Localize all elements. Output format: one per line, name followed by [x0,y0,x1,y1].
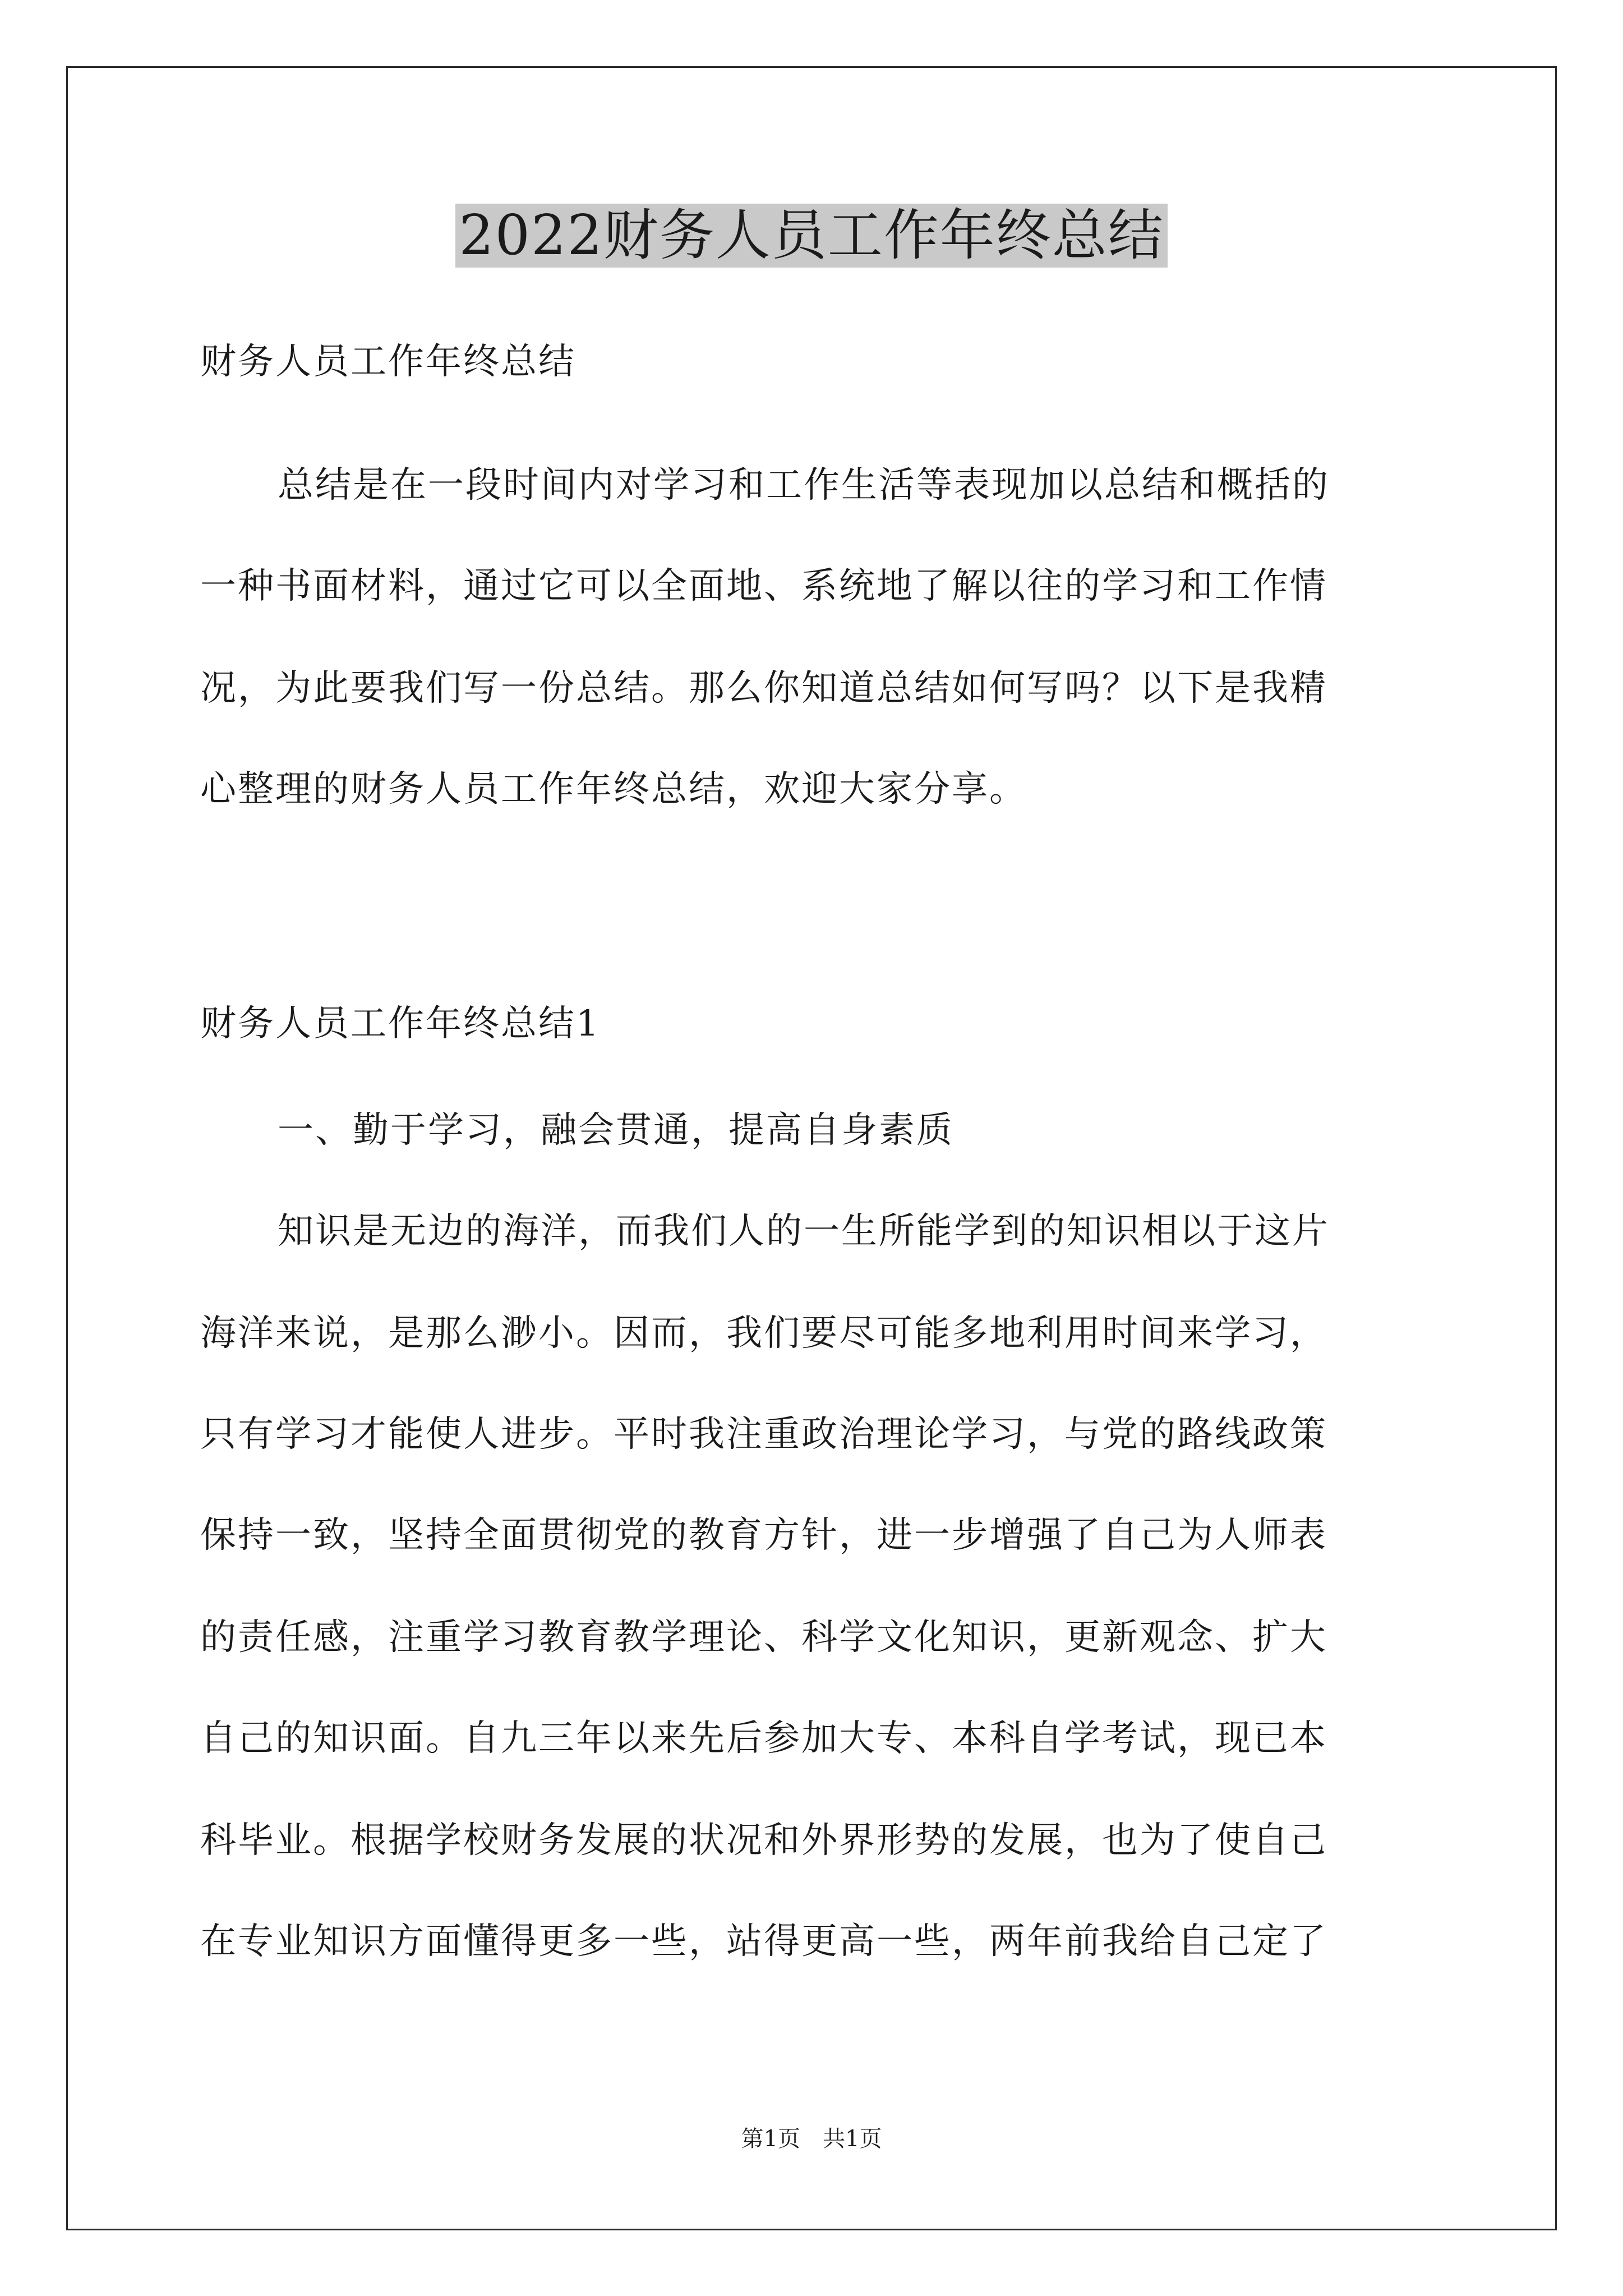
body-line: 知识是无边的海洋，而我们人的一生所能学到的知识相以于这片 [278,1211,1330,1252]
document-title-text: 2022财务人员工作年终总结 [455,204,1167,268]
body-line: 保持一致，坚持全面贯彻党的教育方针，进一步增强了自己为人师表 [200,1515,1327,1556]
body-line: 只有学习才能使人进步。平时我注重政治理论学习，与党的路线政策 [200,1414,1327,1455]
intro-line: 一种书面材料，通过它可以全面地、系统地了解以往的学习和工作情 [200,565,1327,607]
body-line: 自己的知识面。自九三年以来先后参加大专、本科自学考试，现已本 [200,1718,1327,1759]
page-footer [0,2125,1623,2153]
document-subtitle: 财务人员工作年终总结 [200,341,576,383]
intro-line: 总结是在一段时间内对学习和工作生活等表现加以总结和概括的 [278,464,1330,506]
page-number-current: 第1页 [741,2126,800,2152]
intro-line: 况，为此要我们写一份总结。那么你知道总结如何写吗？以下是我精 [200,668,1327,709]
body-line: 科毕业。根据学校财务发展的状况和外界形势的发展，也为了使自己 [200,1820,1327,1861]
body-line: 的责任感，注重学习教育教学理论、科学文化知识，更新观念、扩大 [200,1617,1327,1658]
page-number-total: 共1页 [823,2126,882,2152]
body-line: 海洋来说，是那么渺小。因而，我们要尽可能多地利用时间来学习， [200,1313,1327,1354]
section-heading: 一、勤于学习，融会贯通，提高自身素质 [278,1110,954,1151]
section-title: 财务人员工作年终总结1 [200,1003,601,1045]
document-title [0,199,1623,272]
body-line: 在专业知识方面懂得更多一些，站得更高一些，两年前我给自己定了 [200,1921,1327,1962]
intro-line: 心整理的财务人员工作年终总结，欢迎大家分享。 [200,769,1027,810]
